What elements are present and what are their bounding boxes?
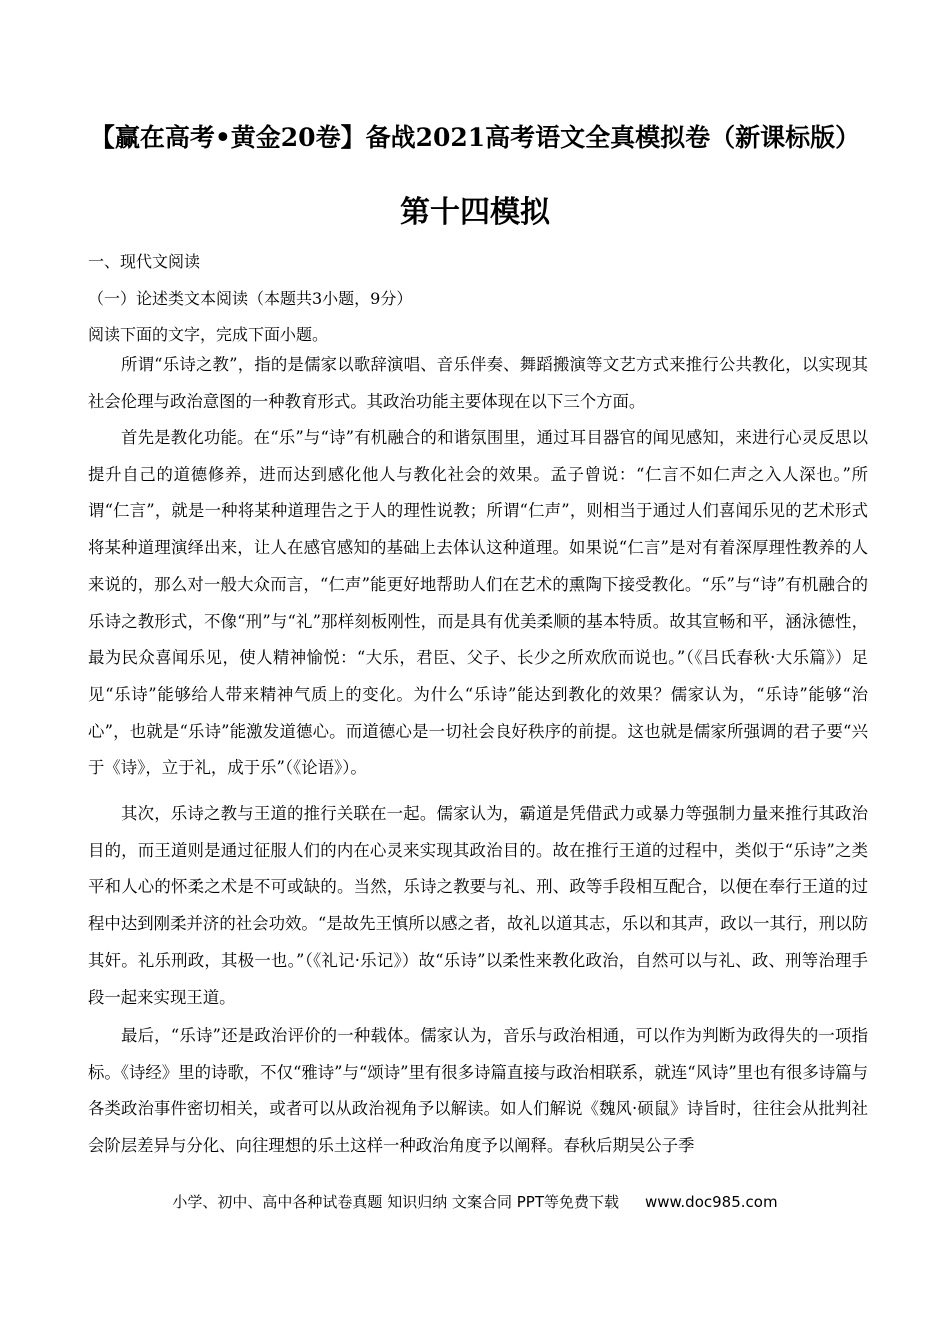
paragraph-4: 最后，“乐诗”还是政治评价的一种载体。儒家认为，音乐与政治相通，可以作为判断为政得失的一项指标。《诗经》里的诗歌，不仅“雅诗”与“颂诗”里有很多诗篇直接与政治相联系，就连“风诗”里也有很多诗篇与各类政治事件密切相关，或者可以从政治视角予以解读。如人们解说《魏风·硕鼠》诗旨时，往往会从批判社会阶层差异与分化、向往理想的乐土这样一种政治角度予以阐释。春秋后期吴公子季 xyxy=(88,1026,868,1156)
footer-url[interactable]: www.doc985.com xyxy=(644,1193,778,1211)
footer-text: 小学、初中、高中各种试卷真题 知识归纳 文案合同 PPT等免费下载 xyxy=(172,1193,619,1211)
section-heading: 一、现代文阅读 xyxy=(88,252,201,271)
page-footer xyxy=(0,1191,950,1212)
paragraph-1: 所谓“乐诗之教”，指的是儒家以歌辞演唱、音乐伴奏、舞蹈搬演等文艺方式来推行公共教化，以实现其社会伦理与政治意图的一种教育形式。其政治功能主要体现在以下三个方面。 xyxy=(88,355,868,411)
page-title: 【赢在高考•黄金20卷】备战2021高考语文全真模拟卷（新课标版） xyxy=(89,123,861,152)
instruction-text: 阅读下面的文字，完成下面小题。 xyxy=(88,325,329,344)
page-subtitle: 第十四模拟 xyxy=(400,195,550,230)
paragraph-2: 首先是教化功能。在“乐”与“诗”有机融合的和谐氛围里，通过耳目器官的闻见感知，来进行心灵反思以提升自己的道德修养，进而达到感化他人与教化社会的效果。孟子曾说：“仁言不如仁声之入人深也。”所谓“仁言”，就是一种将某种道理告之于人的理性说教；所谓“仁声”，则相当于通过人们喜闻乐见的艺术形式将某种道理演绎出来，让人在感官感知的基础上去体认这种道理。如果说“仁言”是对有着深厚理性教养的人来说的，那么对一般大众而言，“仁声”能更好地帮助人们在艺术的熏陶下接受教化。“乐”与“诗”有机融合的乐诗之教形式，不像“刑”与“礼”那样刻板刚性，而是具有优美柔顺的基本特质。故其宣畅和平，涵泳德性，最为民众喜闻乐见，使人精神愉悦：“大乐，君臣、父子、长少之所欢欣而说也。”（《吕氏春秋·大乐篇》）足见“乐诗”能够给人带来精神气质上的变化。为什么“乐诗”能达到教化的效果？儒家认为，“乐诗”能够“治心”，也就是“乐诗”能激发道德心。而道德心是一切社会良好秩序的前提。这也就是儒家所强调的君子要“兴于《诗》，立于礼，成于乐”（《论语》）。 xyxy=(88,428,868,778)
subsection-heading: （一）论述类文本阅读（本题共3小题，9分） xyxy=(88,289,413,308)
paragraph-3: 其次，乐诗之教与王道的推行关联在一起。儒家认为，霸道是凭借武力或暴力等强制力量来推行其政治目的，而王道则是通过征服人们的内在心灵来实现其政治目的。故在推行王道的过程中，类似于“乐诗”之类平和人心的怀柔之术是不可或缺的。当然，乐诗之教要与礼、刑、政等手段相互配合，以便在奉行王道的过程中达到刚柔并济的社会功效。“是故先王慎所以感之者，故礼以道其志，乐以和其声，政以一其行，刑以防其奸。礼乐刑政，其极一也。”（《礼记·乐记》）故“乐诗”以柔性来教化政治，自然可以与礼、政、刑等治理手段一起来实现王道。 xyxy=(88,804,868,1007)
